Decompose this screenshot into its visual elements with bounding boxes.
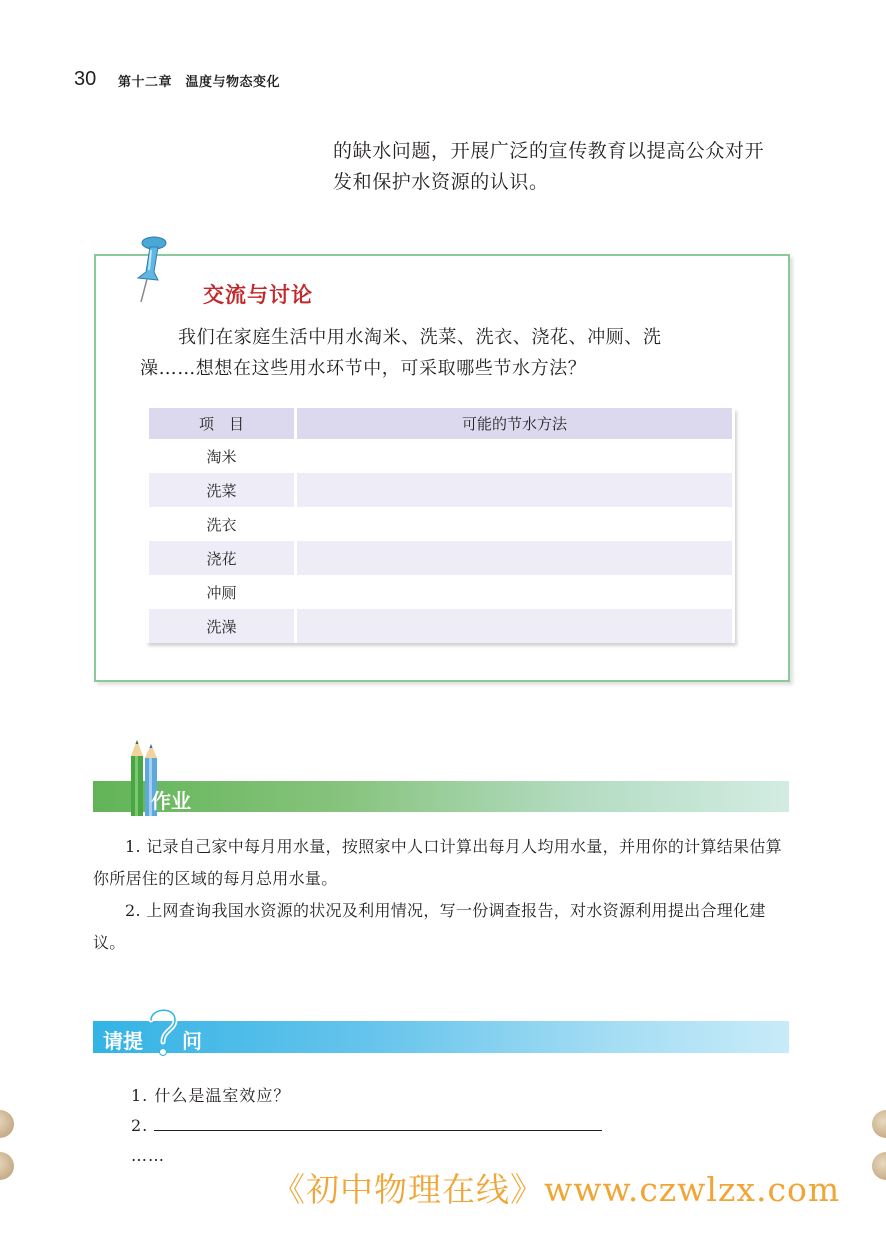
table-cell-item: 浇花	[149, 541, 294, 575]
homework-item: 2. 上网查询我国水资源的状况及利用情况，写一份调查报告，对水资源利用提出合理化建议。	[93, 901, 766, 952]
table-cell-method	[297, 541, 732, 575]
discussion-question	[140, 322, 740, 384]
table-cell-item: 洗菜	[149, 473, 294, 507]
homework-item: 1. 记录自己家中每月用水量，按照家中人口计算出每月人均用水量，并用你的计算结果估算你所居住的区域的每月总用水量。	[93, 837, 782, 888]
discussion-question-line-1: 我们在家庭生活中用水淘米、洗菜、洗衣、浇花、冲厕、洗	[178, 327, 662, 348]
table-cell-method	[297, 439, 732, 473]
table-row	[149, 473, 732, 507]
water-saving-table	[146, 408, 735, 643]
discussion-title: 交流与讨论	[203, 282, 313, 307]
chapter-title: 第十二章 温度与物态变化	[118, 75, 281, 90]
table-cell-item: 洗澡	[149, 609, 294, 643]
table-cell-method	[297, 473, 732, 507]
table-cell-method	[297, 575, 732, 609]
table-cell-item: 洗衣	[206, 515, 237, 534]
page-number: 30	[74, 68, 97, 90]
table-header-item: 项 目	[149, 408, 294, 439]
edge-dot	[0, 1152, 14, 1180]
answer-blank-line	[154, 1112, 602, 1131]
question-mark-icon	[143, 1002, 183, 1062]
table-cell-item: 淘米	[206, 447, 237, 466]
pushpin-icon	[124, 234, 170, 304]
site-watermark: 《初中物理在线》www.czwlzx.com	[272, 1170, 841, 1209]
table-header-method: 可能的节水方法	[297, 408, 732, 439]
intro-line-2: 发和保护水资源的认识。	[333, 171, 549, 193]
table-row	[149, 507, 732, 541]
table-cell-method	[297, 609, 732, 643]
ask-ellipsis: ……	[131, 1146, 165, 1165]
table-cell-method	[297, 507, 732, 541]
edge-dot	[0, 1110, 14, 1138]
ask-title-left: 请提	[103, 1029, 143, 1053]
homework-title: 作业	[151, 789, 191, 813]
ask-item-1: 1. 什么是温室效应？	[131, 1086, 291, 1105]
table-row	[149, 609, 732, 643]
homework-list	[93, 831, 789, 959]
homework-banner	[93, 781, 789, 812]
ask-item-2-number: 2.	[131, 1116, 149, 1135]
intro-line-1: 的缺水问题，开展广泛的宣传教育以提高公众对开	[333, 140, 765, 162]
table-row	[149, 575, 732, 609]
table-cell-item: 冲厕	[206, 583, 237, 602]
ask-item-2	[131, 1111, 651, 1141]
ask-questions-list	[131, 1081, 651, 1171]
table-row	[149, 541, 732, 575]
ask-title-right: 问	[182, 1029, 202, 1053]
table-row	[149, 439, 732, 473]
discussion-question-line-2: 澡……想想在这些用水环节中，可采取哪些节水方法？	[140, 358, 587, 379]
edge-dot	[872, 1152, 886, 1180]
edge-dot	[872, 1110, 886, 1138]
table-header-row	[149, 408, 732, 439]
intro-paragraph	[333, 136, 793, 198]
